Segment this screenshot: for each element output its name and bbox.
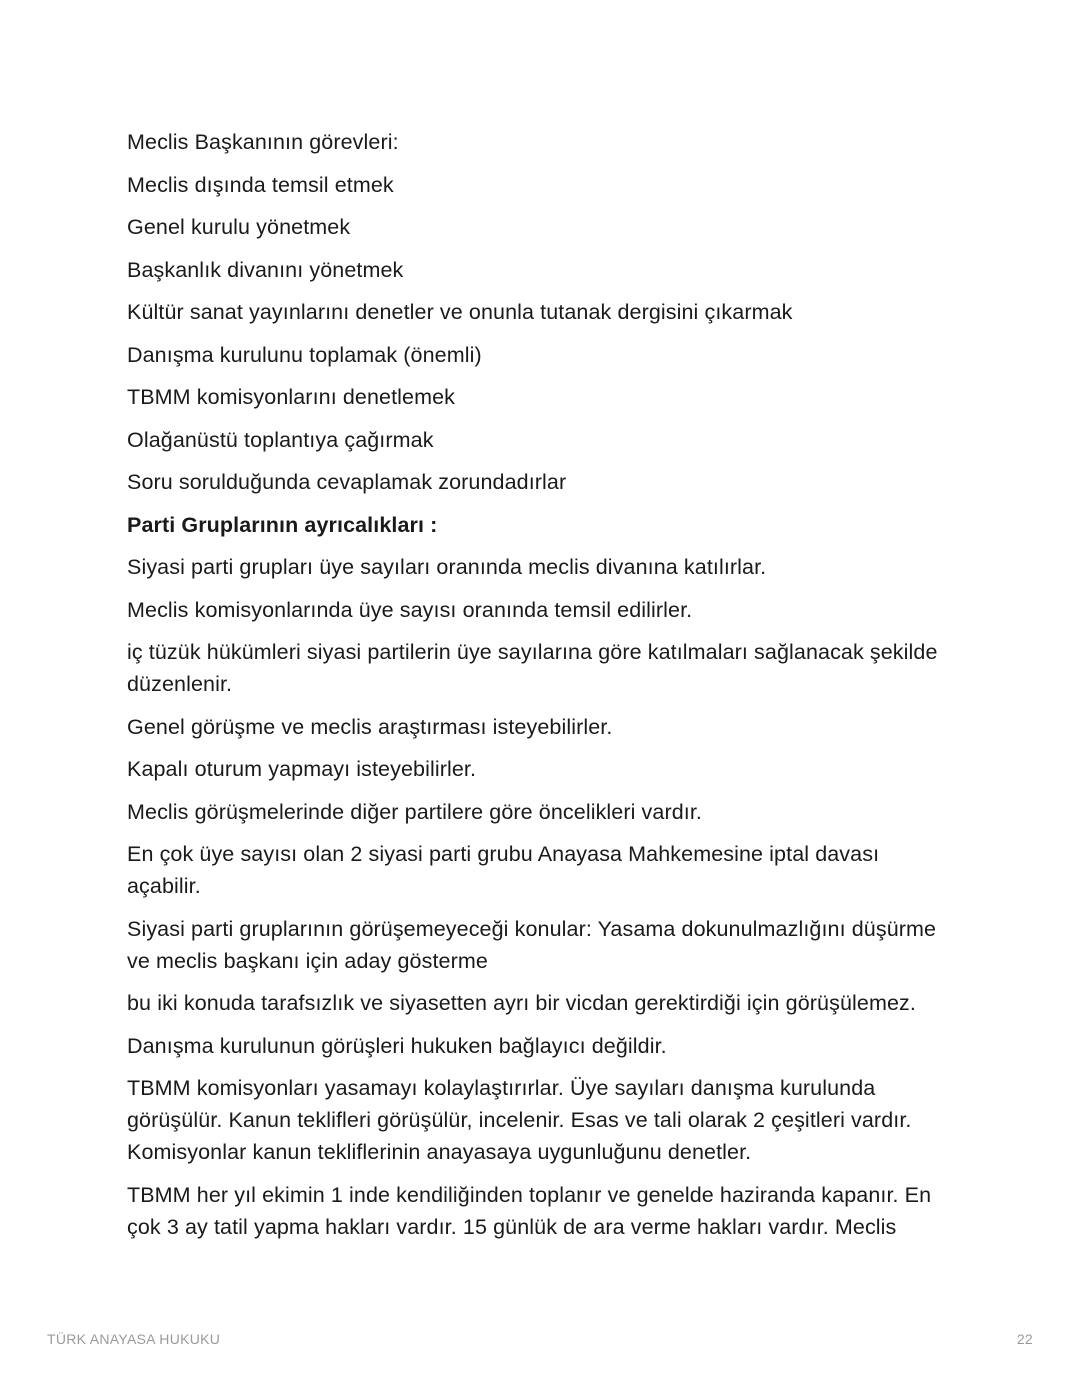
paragraph: Olağanüstü toplantıya çağırmak (127, 427, 434, 452)
paragraph: TBMM komisyonları yasamayı kolaylaştırırlar. Üye sayıları danışma kurulunda görüşülür. Kanun teklifleri görüşülür, incelenir. Esas ve tali olarak 2 çeşitleri vardır. Komisyonlar kanun tekliflerinin anayasaya uygunluğunu denetler. (127, 1076, 912, 1164)
page-number: 22 (1016, 1331, 1033, 1347)
paragraph: Kapalı oturum yapmayı isteyebilirler. (127, 757, 477, 781)
paragraph: bu iki konuda tarafsızlık ve siyasetten ayrı bir vicdan gerektirdiği için görüşülemez. (127, 991, 916, 1015)
paragraph: Soru sorulduğunda cevaplamak zorundadırlar (127, 470, 567, 494)
footer-document-title: TÜRK ANAYASA HUKUKU (47, 1331, 221, 1347)
paragraph: iç tüzük hükümleri siyasi partilerin üye sayılarına göre katılmaları sağlanacak şekilde düzenlenir. (127, 640, 938, 696)
paragraph: Siyasi parti grupları üye sayıları oranında meclis divanına katılırlar. (127, 555, 767, 579)
paragraph: TBMM her yıl ekimin 1 inde kendiliğinden toplanır ve genelde haziranda kapanır. En çok 3 ay tatil yapma hakları vardır. 15 günlük de ara verme hakları vardır. Meclis (127, 1182, 932, 1239)
paragraph: Meclis Başkanının görevleri: (127, 130, 399, 154)
paragraph: Genel görüşme ve meclis araştırması isteyebilirler. (127, 714, 613, 739)
paragraph: TBMM komisyonlarını denetlemek (127, 385, 455, 409)
section-heading: Parti Gruplarının ayrıcalıkları : (127, 512, 438, 537)
paragraph: Kültür sanat yayınlarını denetler ve onunla tutanak dergisini çıkarmak (127, 300, 793, 324)
paragraph: Genel kurulu yönetmek (127, 215, 351, 239)
paragraph: En çok üye sayısı olan 2 siyasi parti grubu Anayasa Mahkemesine iptal davası açabilir. (127, 842, 880, 898)
paragraph: Meclis komisyonlarında üye sayısı oranında temsil edilirler. (127, 597, 693, 622)
paragraph: Danışma kurulunun görüşleri hukuken bağlayıcı değildir. (127, 1033, 667, 1058)
page-footer (47, 1331, 1033, 1351)
paragraph: Meclis dışında temsil etmek (127, 172, 394, 197)
document-body (127, 126, 957, 1253)
paragraph: Siyasi parti gruplarının görüşemeyeceği konular: Yasama dokunulmazlığını düşürme ve meclis başkanı için aday gösterme (127, 916, 937, 973)
paragraph: Danışma kurulunu toplamak (önemli) (127, 342, 482, 367)
paragraph: Başkanlık divanını yönetmek (127, 257, 404, 282)
paragraph: Meclis görüşmelerinde diğer partilere göre öncelikleri vardır. (127, 799, 703, 824)
